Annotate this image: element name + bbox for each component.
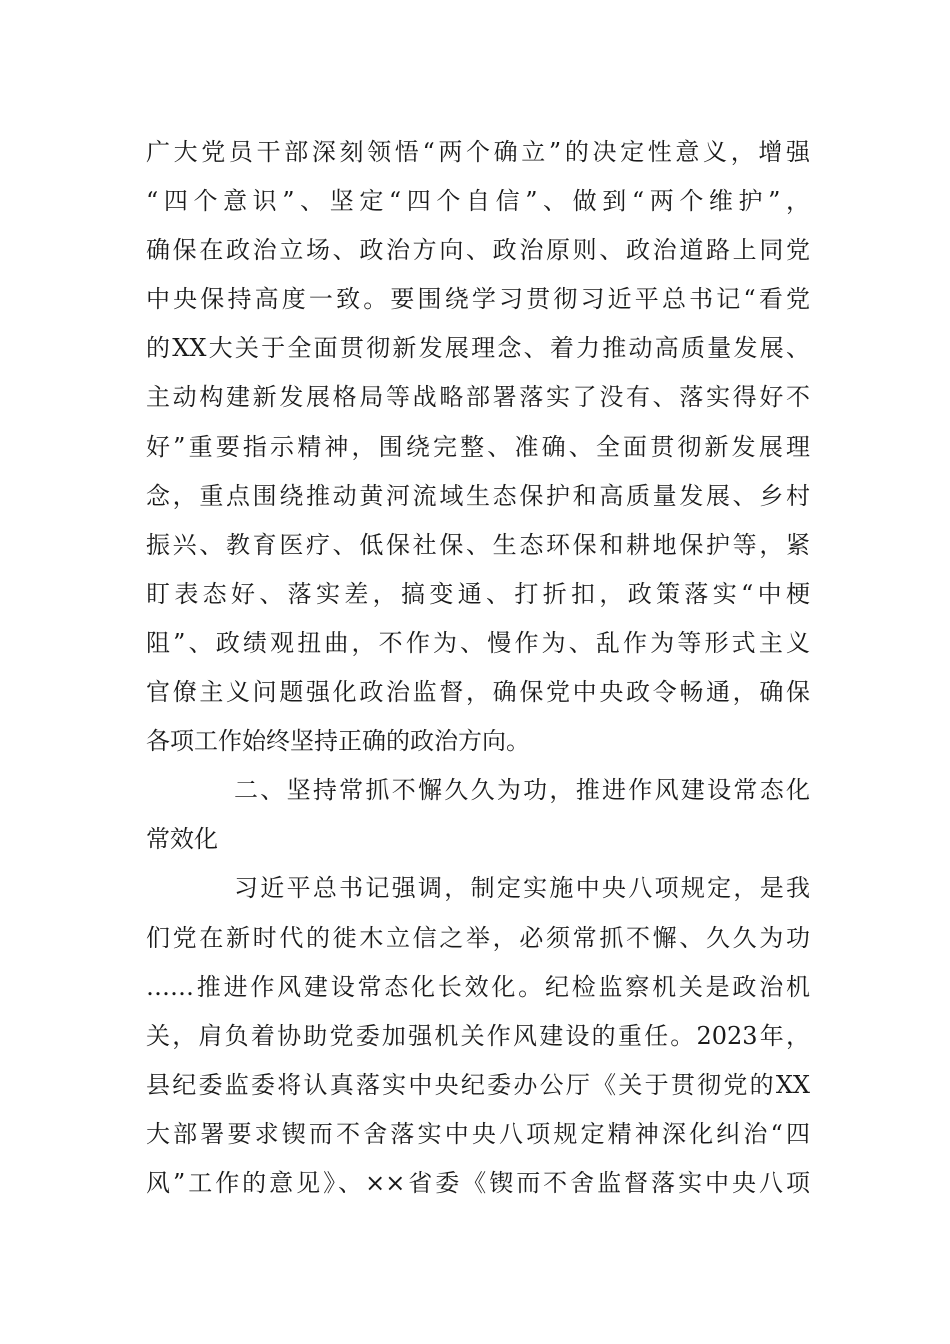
text-line: 们党在新时代的徙木立信之举，必须常抓不懈、久久为功: [146, 923, 810, 952]
text-line: 大部署要求锲而不舍落实中央八项规定精神深化纠治“四: [146, 1119, 810, 1148]
text-line: 好”重要指示精神，围绕完整、准确、全面贯彻新发展理: [146, 432, 810, 461]
text-line: 广大党员干部深刻领悟“两个确立”的决定性意义，增强: [146, 138, 810, 166]
text-line: 确保在政治立场、政治方向、政治原则、政治道路上同党: [146, 236, 810, 265]
body-text: [146, 128, 810, 1208]
text-line: 官僚主义问题强化政治监督，确保党中央政令畅通，确保: [146, 678, 810, 707]
text-line: 振兴、教育医疗、低保社保、生态环保和耕地保护等，紧: [146, 530, 810, 559]
text-line: 盯表态好、落实差，搞变通、打折扣，政策落实“中梗: [146, 579, 810, 608]
text-line: 关，肩负着协助党委加强机关作风建设的重任。2023年，: [146, 1021, 810, 1050]
text-line: 风”工作的意见》、××省委《锲而不舍监督落实中央八项: [146, 1168, 810, 1197]
text-line: 阻”、政绩观扭曲，不作为、慢作为、乱作为等形式主义: [146, 628, 810, 657]
text-line: 念，重点围绕推动黄河流域生态保护和高质量发展、乡村: [146, 481, 810, 510]
text-line: 习近平总书记强调，制定实施中央八项规定，是我: [234, 874, 810, 903]
text-line: 二、坚持常抓不懈久久为功，推进作风建设常态化: [234, 776, 810, 805]
text-line: 县纪委监委将认真落实中央纪委办公厅《关于贯彻党的XX: [146, 1070, 810, 1099]
text-line: “四个意识”、坚定“四个自信”、做到“两个维护”，: [146, 187, 810, 216]
text-line: ……推进作风建设常态化长效化。纪检监察机关是政治机: [146, 972, 810, 1001]
text-line: 常效化: [146, 825, 218, 854]
text-line: 中央保持高度一致。要围绕学习贯彻习近平总书记“看党: [146, 285, 810, 314]
text-line: 主动构建新发展格局等战略部署落实了没有、落实得好不: [146, 383, 810, 412]
text-line: 的XX大关于全面贯彻新发展理念、着力推动高质量发展、: [146, 334, 810, 363]
text-line: 各项工作始终坚持正确的政治方向。: [146, 727, 530, 756]
